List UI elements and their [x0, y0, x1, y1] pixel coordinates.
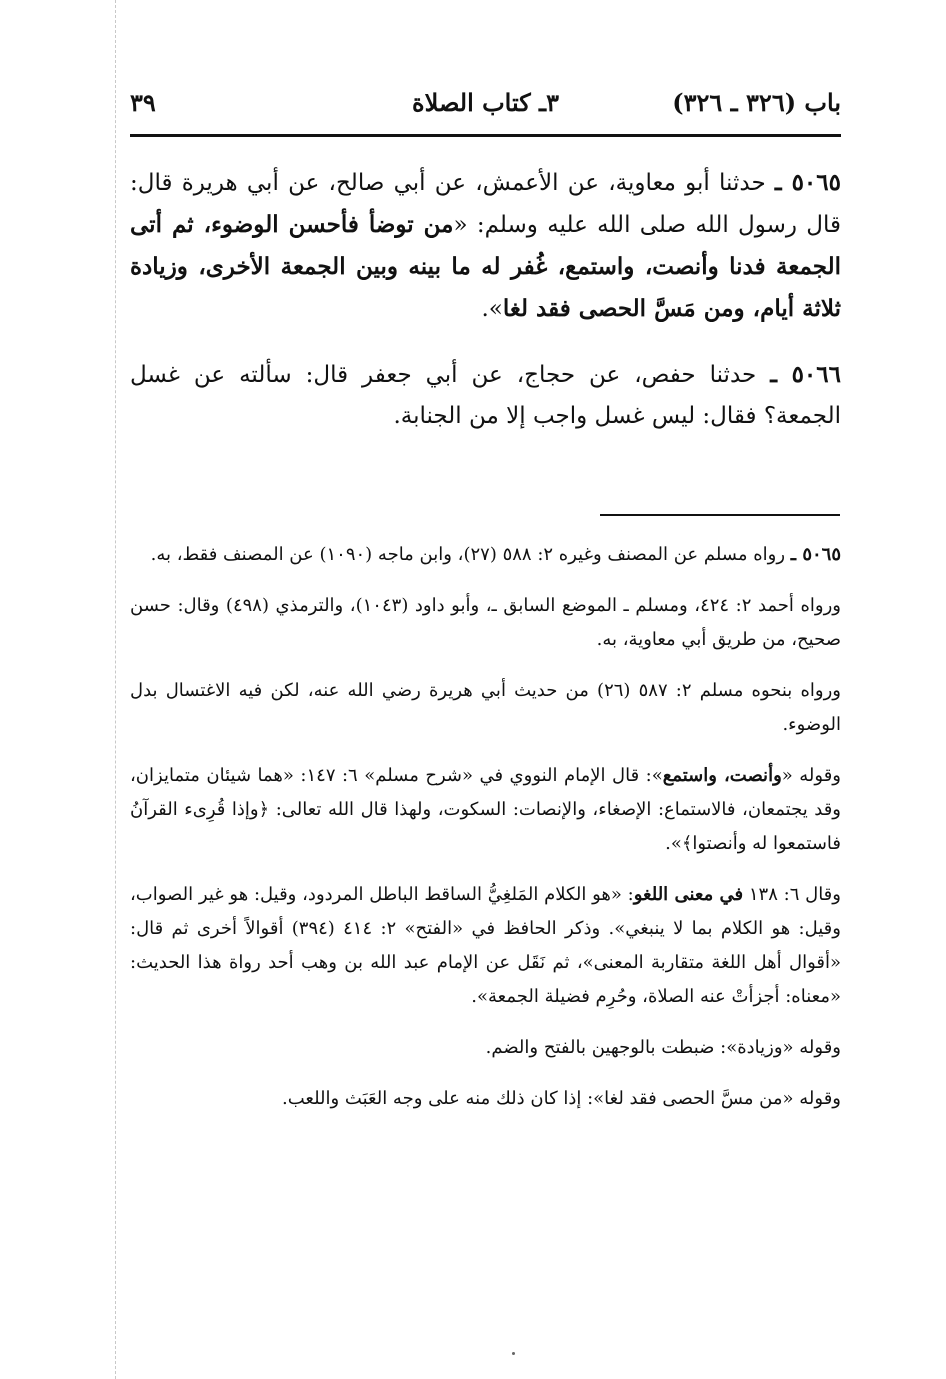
footnote-rule: [600, 514, 840, 516]
note-3: ورواه بنحوه مسلم ٢: ٥٨٧ (٢٦) من حديث أبي هريرة رضي الله عنه، لكن فيه الاغتسال بدل الوضوء.: [130, 680, 841, 735]
hadith-matn: من توضأ فأحسن الوضوء، ثم أتى الجمعة فدنا وأنصت، واستمع، غُفر له ما بينه وبين الجمعة الأخرى، وزيادة ثلاثة أيام، ومن مَسَّ الحصى فقد لغا: [130, 211, 841, 322]
hadith-text: حدثنا حفص، عن حجاج، عن أبي جعفر قال: سألته عن غسل الجمعة؟ فقال: ليس غسل واجب إلا من الجنابة.: [130, 362, 841, 429]
note-text: رواه مسلم عن المصنف وغيره ٢: ٥٨٨ (٢٧)، وابن ماجه (١٠٩٠) عن المصنف فقط، به.: [150, 544, 791, 565]
note-5: [130, 878, 841, 1014]
note-keyword: في معنى اللغو: [633, 884, 744, 905]
note-keyword: وأنصت، واستمع: [662, 765, 782, 786]
note-2: ورواه أحمد ٢: ٤٢٤، ومسلم ـ الموضع السابق ـ، وأبو داود (١٠٤٣)، والترمذي (٤٩٨) وقال: حسن صحيح، من طريق أبي معاوية، به.: [130, 595, 841, 650]
note-6: وقوله «وزيادة»: ضبطت بالوجهين بالفتح والضم.: [485, 1037, 841, 1058]
book-title: ٣ـ كتاب الصلاة: [412, 88, 559, 117]
main-text: [130, 162, 841, 461]
running-header: [130, 84, 841, 128]
hadith-number: ٥٠٦٦ ـ: [770, 361, 841, 388]
hadith-number: ٥٠٦٥ ـ: [774, 169, 841, 196]
page-margin-line: [115, 0, 116, 1379]
chapter-range: باب (٣٢٦ ـ ٣٢٦): [672, 88, 841, 117]
hadith-isnad: حدثنا أبو معاوية، عن الأعمش، عن أبي صالح، عن أبي هريرة قال: قال رسول الله صلى الله عليه وسلم: «: [130, 170, 841, 238]
note-text: وقوله «: [781, 765, 841, 786]
note-1: [130, 538, 841, 572]
note-text: »: قال الإمام النووي في «شرح مسلم» ٦: ١٤٧: «هما شيئان متمايزان، وقد يجتمعان، فالاستماع: الإصغاء، والإنصات: السكوت، ولهذا قال الله تعالى: ﴿وإذا قُرِىء القرآنُ فاستمعوا له وأنصتوا﴾».: [130, 765, 841, 854]
hadith-5065: [130, 162, 841, 330]
note-7: وقوله «من مسَّ الحصى فقد لغا»: إذا كان ذلك منه على وجه العَبَث واللعب.: [281, 1088, 841, 1109]
page-number: ٣٩: [130, 88, 156, 117]
footnotes: [130, 538, 841, 1133]
note-4: [130, 759, 841, 861]
scan-speck: [512, 1352, 515, 1355]
note-number: ٥٠٦٥ ـ: [790, 544, 841, 565]
hadith-end: ».: [481, 296, 503, 322]
note-text: وقال ٦: ١٣٨: [743, 884, 841, 905]
header-rule: [130, 134, 841, 137]
note-text: : «هو الكلام المَلغِيُّ الساقط الباطل المردود، وقيل: هو غير الصواب، وقيل: هو الكلام بما لا ينبغي». وذكر الحافظ في «الفتح» ٢: ٤١٤ (٣٩٤) أقوالاً أخرى ثم قال: «أقوال أهل اللغة متقاربة المعنى»، ثم نَقَل عن الإمام عبد الله بن وهب أحد رواة هذا الحديث: «معناه: أجزأتْ عنه الصلاة، وحُرِم فضيلة الجمعة».: [130, 884, 841, 1007]
hadith-5066: [130, 354, 841, 437]
